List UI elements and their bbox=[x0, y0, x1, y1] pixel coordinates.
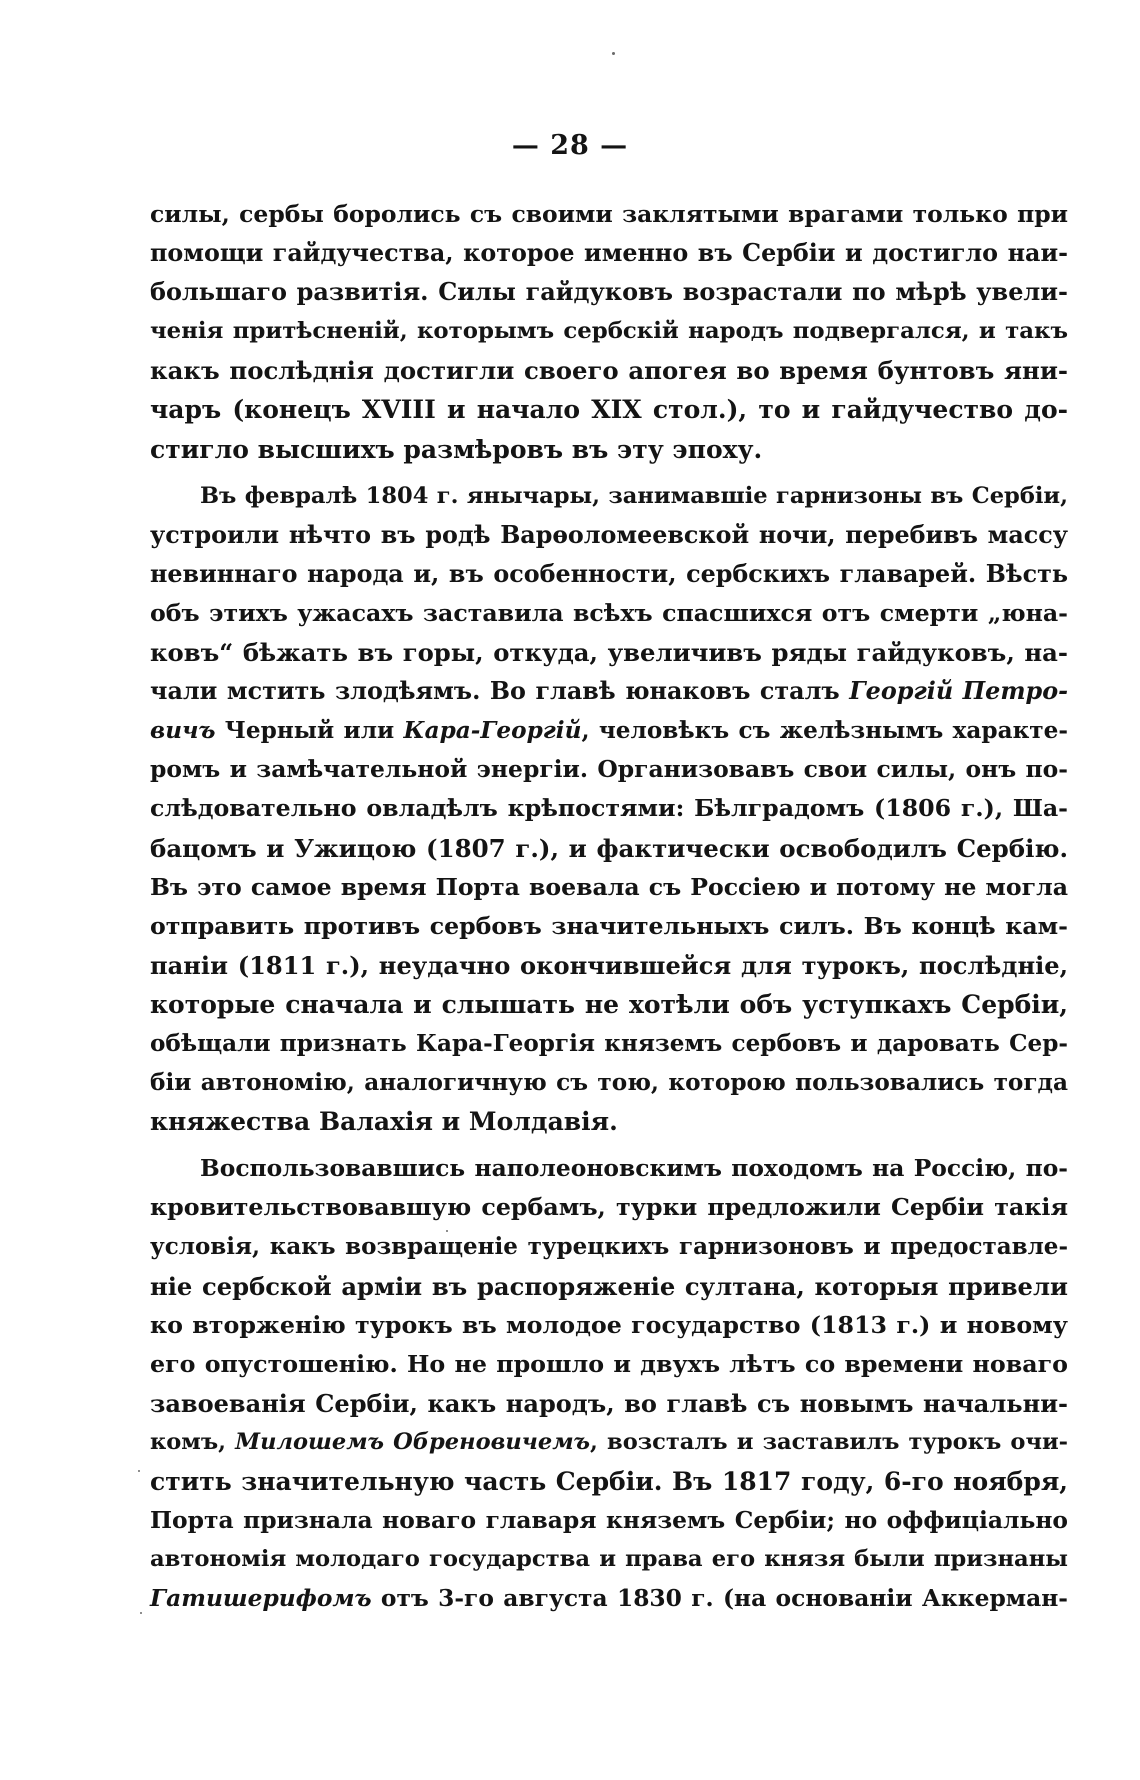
text-segment: силы, сербы боролись съ своими заклятыми врагами только при bbox=[150, 200, 1068, 228]
text-segment: ромъ и замѣчательной энергіи. Организовавъ свои силы, онъ по- bbox=[150, 755, 1068, 784]
italic-text: Гатишерифомъ bbox=[150, 1584, 372, 1613]
italic-text: Кара-Георгій bbox=[403, 717, 582, 745]
text-line bbox=[150, 1540, 1068, 1579]
text-segment: княжества Валахія и Молдавія. bbox=[150, 1107, 618, 1137]
text-segment: Черный или bbox=[215, 717, 404, 745]
text-line bbox=[150, 1384, 1068, 1423]
text-segment: условія, какъ возвращеніе турецкихъ гарнизоновъ и предоставле- bbox=[150, 1233, 1068, 1261]
text-segment: помощи гайдучества, которое именно въ Сербіи и достигло наи- bbox=[150, 239, 1068, 268]
text-segment: слѣдовательно овладѣлъ крѣпостями: Бѣлградомъ (1806 г.), Ша- bbox=[150, 794, 1068, 823]
text-segment: Въ это самое время Порта воевала съ Россіею и потому не могла bbox=[150, 872, 1068, 901]
text-line bbox=[150, 1102, 1068, 1141]
text-segment: невиннаго народа и, въ особенности, сербскихъ главарей. Вѣсть bbox=[150, 559, 1068, 588]
text-line bbox=[150, 555, 1068, 594]
text-segment: которые сначала и слышать не хотѣли объ уступкахъ Сербіи, bbox=[150, 989, 1068, 1019]
italic-text: вичъ bbox=[150, 717, 216, 745]
text-segment: чаръ (конецъ XVIII и начало XIX стол.), то и гайдучество до- bbox=[150, 395, 1068, 425]
text-line bbox=[150, 985, 1068, 1024]
text-segment: завоеванія Сербіи, какъ народъ, во главѣ съ новымъ начальни- bbox=[150, 1388, 1068, 1418]
text-line bbox=[150, 907, 1068, 946]
text-line bbox=[150, 1267, 1068, 1306]
text-segment: объ этихъ ужасахъ заставила всѣхъ спасшихся отъ смерти „юна- bbox=[150, 598, 1068, 627]
text-segment: какъ послѣднія достигли своего апогея во время бунтовъ яни- bbox=[150, 356, 1068, 386]
text-segment: чали мстить злодѣямъ. Во главѣ юнаковъ сталъ bbox=[150, 677, 850, 706]
text-line bbox=[150, 430, 1068, 469]
text-segment: обѣщали признать Кара-Георгія княземъ сербовъ и даровать Сер- bbox=[150, 1029, 1068, 1057]
text-segment: паніи (1811 г.), неудачно окончившейся для турокъ, послѣдніе, bbox=[150, 950, 1068, 980]
text-line bbox=[150, 946, 1068, 985]
print-speck bbox=[138, 1470, 140, 1472]
text-line bbox=[150, 594, 1068, 633]
text-segment: его опустошенію. Но не прошло и двухъ лѣтъ со времени новаго bbox=[150, 1349, 1068, 1378]
text-segment: стить значительную часть Сербіи. Въ 1817 году, 6-го ноября, bbox=[150, 1467, 1068, 1496]
print-speck bbox=[446, 1230, 448, 1232]
text-line bbox=[150, 711, 1068, 750]
text-segment: ченія притѣсненій, которымъ сербскій народъ подвергался, и такъ bbox=[150, 318, 1068, 345]
text-line bbox=[150, 1579, 1068, 1618]
text-line bbox=[150, 1149, 1068, 1188]
text-line bbox=[150, 672, 1068, 711]
text-line bbox=[150, 829, 1068, 868]
text-line bbox=[150, 1462, 1068, 1501]
text-line bbox=[150, 351, 1068, 390]
text-line bbox=[150, 1227, 1068, 1266]
text-line bbox=[150, 516, 1068, 555]
text-segment: кровительствовавшую сербамъ, турки предложили Сербіи такія bbox=[150, 1193, 1068, 1222]
paragraph bbox=[150, 195, 1068, 469]
text-line bbox=[150, 477, 1068, 516]
text-segment: ніе сербской арміи въ распоряженіе султана, которыя привели bbox=[150, 1271, 1068, 1301]
text-line bbox=[150, 1306, 1068, 1345]
paragraph bbox=[150, 477, 1068, 1142]
text-line bbox=[150, 273, 1068, 312]
text-line bbox=[150, 234, 1068, 273]
italic-text: Милошемъ Обреновичемъ bbox=[235, 1428, 591, 1455]
text-segment: Въ февралѣ 1804 г. янычары, занимавшіе гарнизоны въ Сербіи, bbox=[200, 482, 1068, 509]
text-line bbox=[150, 312, 1068, 351]
text-line bbox=[150, 633, 1068, 672]
text-segment: ко вторженію турокъ въ молодое государство (1813 г.) и новому bbox=[150, 1310, 1068, 1339]
text-line bbox=[150, 1024, 1068, 1063]
text-line bbox=[150, 1345, 1068, 1384]
text-line bbox=[150, 789, 1068, 828]
body-text bbox=[150, 195, 1068, 1618]
text-segment: Порта признала новаго главаря княземъ Сербіи; но оффиціально bbox=[150, 1506, 1068, 1535]
text-line bbox=[150, 1188, 1068, 1227]
text-segment: , возсталъ и заставилъ турокъ очи- bbox=[590, 1428, 1069, 1455]
paragraph bbox=[150, 1149, 1068, 1618]
italic-text: Георгій Петро- bbox=[849, 677, 1068, 706]
text-segment: комъ, bbox=[150, 1428, 236, 1455]
text-segment: Воспользовавшись наполеоновскимъ походомъ на Россію, по- bbox=[200, 1154, 1068, 1183]
page-number: — 28 — bbox=[511, 130, 629, 161]
text-segment: автономія молодаго государства и права его князя были признаны bbox=[150, 1546, 1068, 1573]
print-speck bbox=[140, 1612, 142, 1614]
text-segment: ковъ“ бѣжать въ горы, откуда, увеличивъ ряды гайдуковъ, на- bbox=[150, 638, 1068, 668]
text-segment: отправить противъ сербовъ значительныхъ силъ. Въ концѣ кам- bbox=[150, 911, 1068, 940]
text-segment: бацомъ и Ужицою (1807 г.), и фактически освободилъ Сербію. bbox=[150, 833, 1068, 863]
text-line bbox=[150, 750, 1068, 789]
text-segment: біи автономію, аналогичную съ тою, которою пользовались тогда bbox=[150, 1069, 1068, 1097]
print-speck bbox=[612, 52, 615, 55]
text-line bbox=[150, 390, 1068, 429]
text-line bbox=[150, 1501, 1068, 1540]
text-line bbox=[150, 1063, 1068, 1102]
text-segment: большаго развитія. Силы гайдуковъ возрастали по мѣрѣ увели- bbox=[150, 278, 1068, 307]
text-line bbox=[150, 195, 1068, 234]
text-segment: стигло высшихъ размѣровъ въ эту эпоху. bbox=[150, 434, 763, 464]
text-line bbox=[150, 868, 1068, 907]
text-segment: , человѣкъ съ желѣзнымъ характе- bbox=[581, 717, 1068, 745]
text-segment: устроили нѣчто въ родѣ Варѳоломеевской ночи, перебивъ массу bbox=[150, 520, 1068, 549]
text-line bbox=[150, 1423, 1068, 1462]
text-segment: отъ 3-го августа 1830 г. (на основаніи Аккерман- bbox=[371, 1584, 1068, 1613]
